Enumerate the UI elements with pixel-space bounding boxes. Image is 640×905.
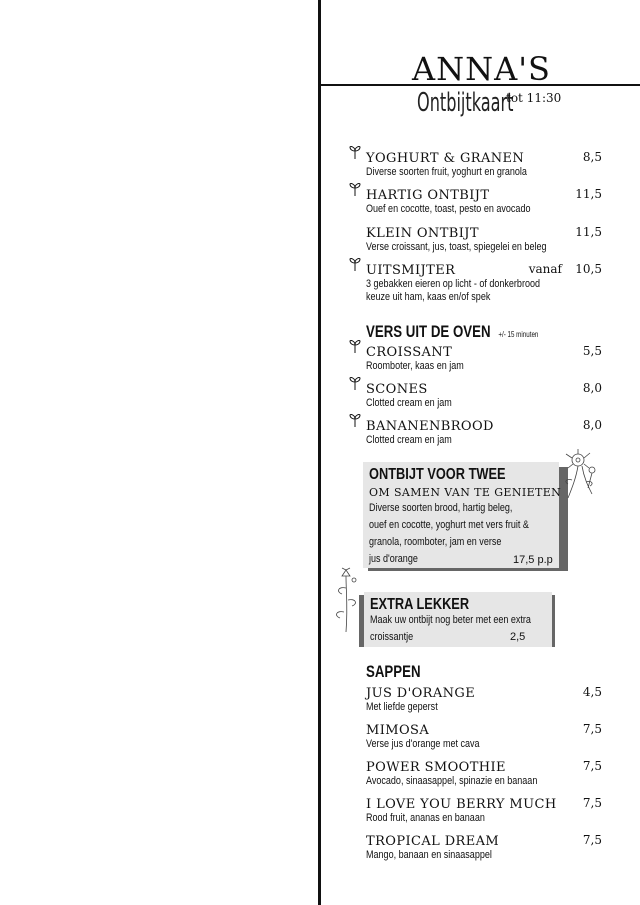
item-description: Avocado, sinaasappel, spinazie en banaan xyxy=(366,775,538,787)
item-price: 11,5 xyxy=(575,225,602,239)
sprout-icon xyxy=(349,257,361,271)
menu-item xyxy=(366,761,602,788)
box-line: Diverse soorten brood, hartig beleg, xyxy=(369,502,513,514)
twee-box xyxy=(363,462,562,568)
menu-item xyxy=(366,835,602,862)
item-name: JUS D'ORANGE xyxy=(366,686,476,701)
time-note: tot 11:30 xyxy=(506,91,562,105)
sprout-icon xyxy=(349,145,361,159)
menu-item xyxy=(366,724,602,751)
item-name: MIMOSA xyxy=(366,723,430,738)
item-description: Rood fruit, ananas en banaan xyxy=(366,812,485,824)
box-price: 2,5 xyxy=(510,631,526,643)
item-description: Diverse soorten fruit, yoghurt en granola xyxy=(366,166,527,178)
item-name: UITSMIJTER xyxy=(366,263,456,278)
item-price: 4,5 xyxy=(582,685,602,699)
item-name: BANANENBROOD xyxy=(366,419,494,434)
item-price: 7,5 xyxy=(582,796,602,810)
box-title: ONTBIJT VOOR TWEE xyxy=(369,466,506,483)
box-line: jus d'orange xyxy=(369,553,418,565)
item-description: Ouef en cocotte, toast, pesto en avocado xyxy=(366,203,531,215)
brand-title: ANNA'S xyxy=(412,50,551,88)
item-price: 7,5 xyxy=(582,722,602,736)
item-name: SCONES xyxy=(366,382,428,397)
item-description: Roomboter, kaas en jam xyxy=(366,360,464,372)
flower-illustration-icon xyxy=(558,448,602,500)
item-name: TROPICAL DREAM xyxy=(366,834,500,849)
menu-item xyxy=(366,227,602,254)
flower-illustration-icon xyxy=(332,566,362,634)
menu-item xyxy=(366,383,602,410)
extra-box xyxy=(364,592,552,647)
item-name: YOGHURT & GRANEN xyxy=(366,151,525,166)
box-subtitle: OM SAMEN VAN TE GENIETEN xyxy=(369,486,562,499)
box-title: EXTRA LEKKER xyxy=(370,596,470,613)
menu-item xyxy=(366,189,602,216)
item-name: POWER SMOOTHIE xyxy=(366,760,506,775)
item-price: 8,0 xyxy=(582,418,602,432)
item-name: CROISSANT xyxy=(366,345,453,360)
box-price: 17,5 p.p xyxy=(513,554,553,566)
item-price: 5,5 xyxy=(582,344,602,358)
menu-item xyxy=(366,152,602,179)
item-price: 11,5 xyxy=(575,187,602,201)
item-description-extra: keuze uit ham, kaas en/of spek xyxy=(366,291,491,303)
section-title-text: VERS UIT DE OVEN xyxy=(366,322,491,341)
item-description: Mango, banaan en sinaasappel xyxy=(366,849,492,861)
item-price: 7,5 xyxy=(582,759,602,773)
box-line: croissantje xyxy=(370,631,414,643)
menu-item xyxy=(366,798,602,825)
section-note: +/- 15 minuten xyxy=(498,330,539,339)
item-description: Verse jus d'orange met cava xyxy=(366,738,480,750)
item-name: KLEIN ONTBIJT xyxy=(366,226,479,241)
item-description: Clotted cream en jam xyxy=(366,434,452,446)
section-title-sappen: SAPPEN xyxy=(366,662,421,681)
menu-item xyxy=(366,346,602,373)
section-title-oven xyxy=(366,322,538,342)
box-line: ouef en cocotte, yoghurt met vers fruit & xyxy=(369,519,529,531)
item-price: 8,5 xyxy=(582,150,602,164)
item-price: 8,0 xyxy=(582,381,602,395)
sprout-icon xyxy=(349,339,361,353)
vertical-divider xyxy=(318,0,321,905)
menu-item xyxy=(366,687,602,714)
sprout-icon xyxy=(349,413,361,427)
sprout-icon xyxy=(349,182,361,196)
item-description: Verse croissant, jus, toast, spiegelei en beleg xyxy=(366,241,547,253)
sprout-icon xyxy=(349,376,361,390)
item-name: I LOVE YOU BERRY MUCH xyxy=(366,797,557,812)
box-line: granola, roomboter, jam en verse xyxy=(369,536,502,548)
menu-subtitle: Ontbijtkaart xyxy=(417,88,514,118)
item-price: 7,5 xyxy=(582,833,602,847)
item-price: 10,5 xyxy=(575,262,602,276)
item-description: Met liefde geperst xyxy=(366,701,438,713)
item-description: 3 gebakken eieren op licht - of donkerbrood xyxy=(366,278,541,290)
menu-item xyxy=(366,420,602,447)
menu-item xyxy=(366,264,602,304)
item-name: HARTIG ONTBIJT xyxy=(366,188,490,203)
box-line: Maak uw ontbijt nog beter met een extra xyxy=(370,614,531,626)
item-description: Clotted cream en jam xyxy=(366,397,452,409)
price-prefix: vanaf xyxy=(528,262,562,276)
